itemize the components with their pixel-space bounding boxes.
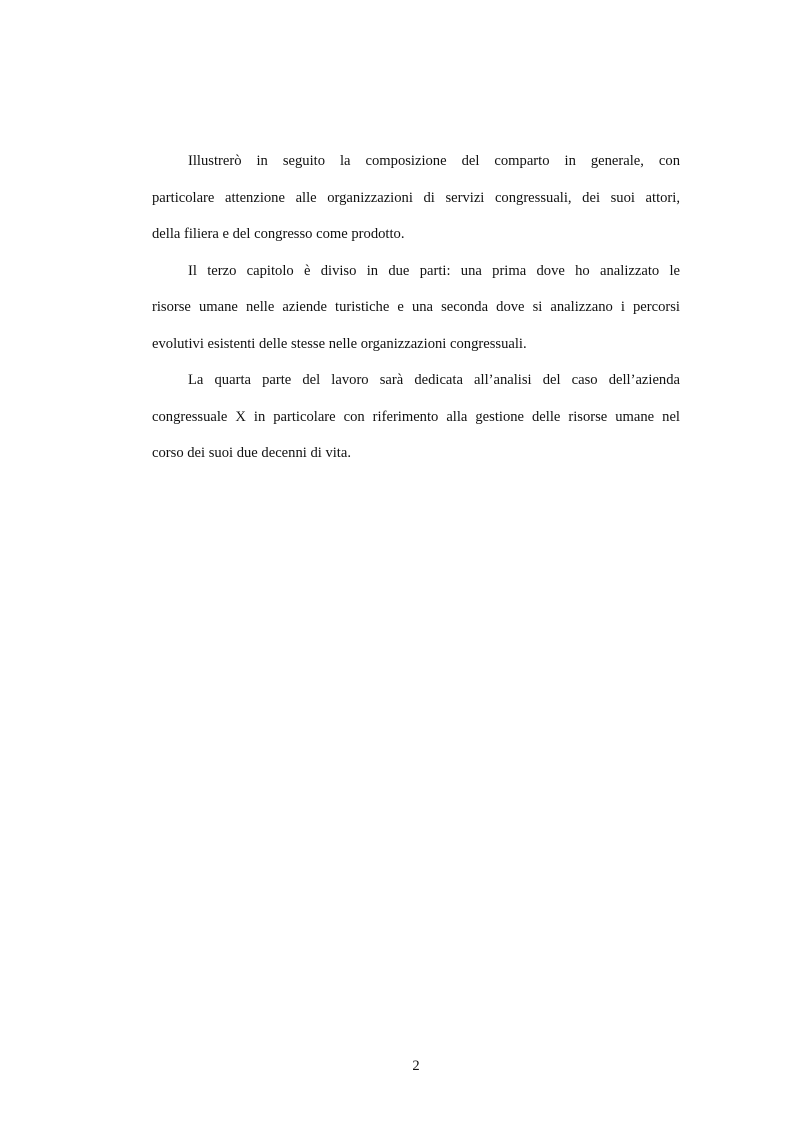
paragraph-line: corso dei suoi due decenni di vita.	[152, 445, 351, 461]
paragraph-line: della filiera e del congresso come prodotto.	[152, 226, 405, 242]
paragraph-line: evolutivi esistenti delle stesse nelle organizzazioni congressuali.	[152, 335, 527, 352]
paragraph-line: La quarta parte del lavoro sarà dedicata all’analisi del caso dell’azienda	[188, 372, 680, 388]
paragraph-line: particolare attenzione alle organizzazioni di servizi congressuali, dei suoi attori,	[152, 189, 680, 206]
paragraph-line: Illustrerò in seguito la composizione del comparto in generale, con	[188, 153, 680, 169]
paragraph-line: Il terzo capitolo è diviso in due parti: una prima dove ho analizzato le	[188, 262, 680, 279]
paragraph-third-chapter	[152, 256, 680, 366]
paragraph-line: congressuale X in particolare con riferimento alla gestione delle risorse umane nel	[152, 408, 680, 425]
body-text	[152, 146, 680, 475]
paragraph-fourth-part	[152, 365, 680, 475]
paragraph-overview	[152, 146, 680, 256]
page-number: 2	[412, 1058, 420, 1074]
paragraph-line: risorse umane nelle aziende turistiche e una seconda dove si analizzano i percorsi	[152, 299, 680, 315]
